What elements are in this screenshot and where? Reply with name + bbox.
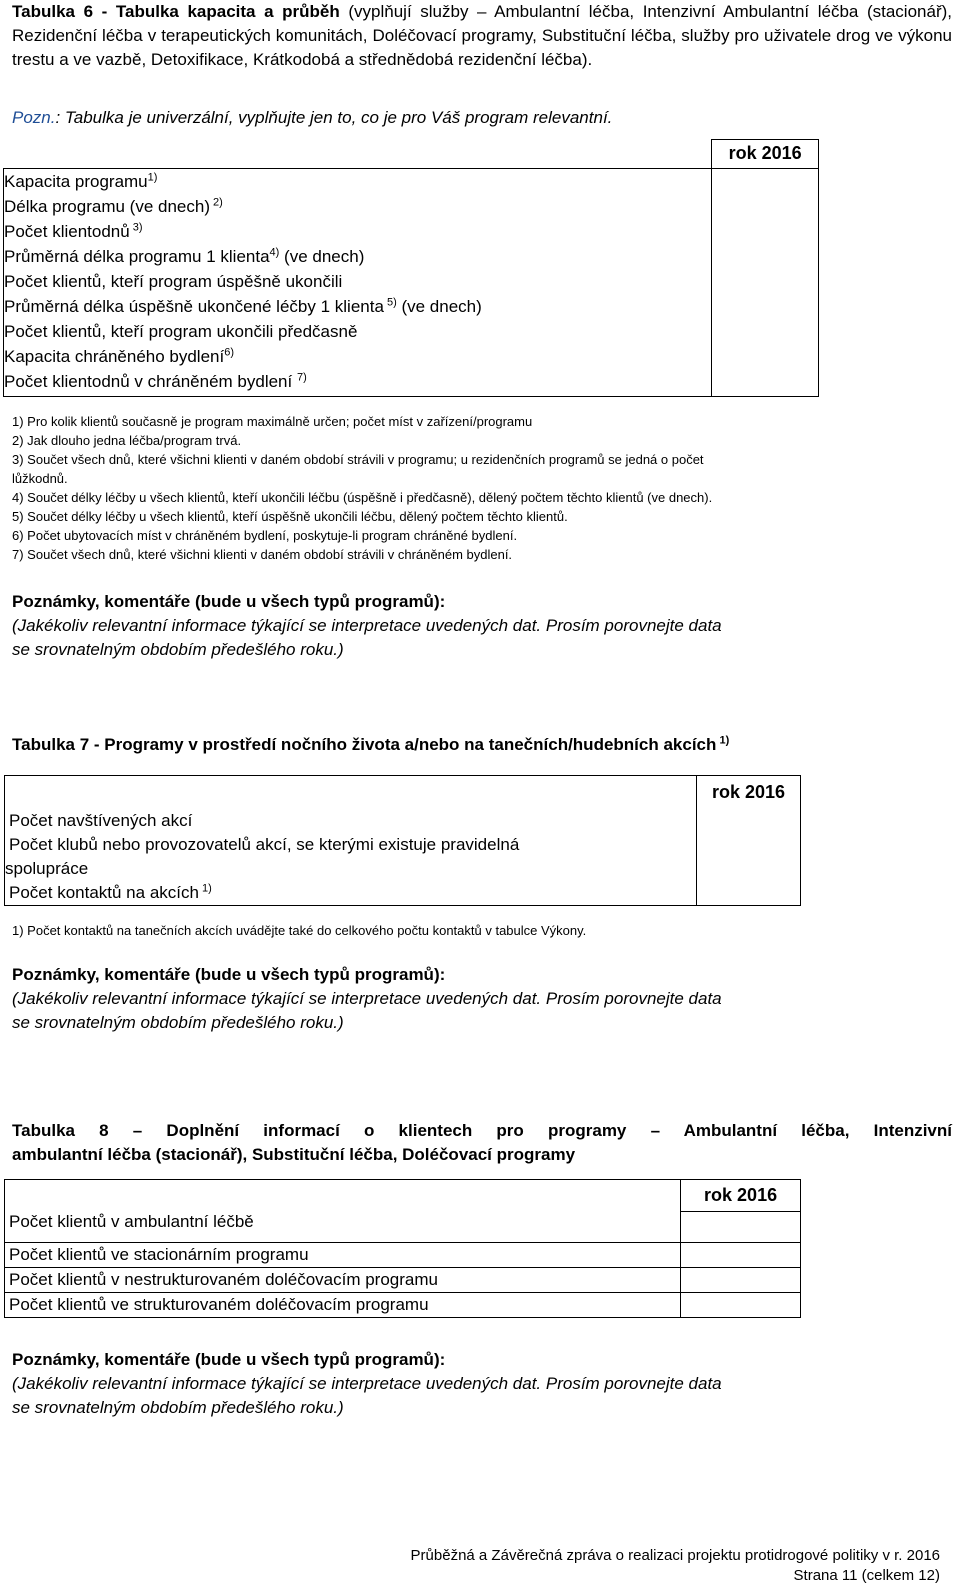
remarks-title: Poznámky, komentáře (bude u všech typů programů): bbox=[12, 965, 446, 984]
table6-title: Tabulka 6 - Tabulka kapacita a průběh bbox=[12, 2, 340, 21]
footer-page-number: Strana 11 (celkem 12) bbox=[793, 1567, 940, 1584]
table7-row-clubs: Počet klubů nebo provozovatelů akcí, se kterými existuje pravidelná bbox=[9, 834, 520, 854]
table8-row-stationary-cell bbox=[5, 1243, 681, 1268]
table7-header: rok 2016 bbox=[697, 776, 801, 809]
table8-value-2[interactable] bbox=[681, 1243, 801, 1268]
intro-text: (vyplňují služby – Ambulantní léčba, Intenzivní Ambulantní léčba (stacionář), Rezidenční léčba v terapeutických komunitách, Doléčovací programy, Substituční léčba, služby pro uživatele drog ve výkonu trestu a ve vazbě, Detoxifikace, Krátkodobá a střednědobá rezidenční léčba). bbox=[12, 2, 952, 69]
remarks-title: Poznámky, komentáře (bude u všech typů programů): bbox=[12, 1350, 446, 1369]
table6-header: rok 2016 bbox=[712, 140, 819, 169]
table8-value-3[interactable] bbox=[681, 1268, 801, 1293]
table6-labels bbox=[4, 169, 712, 397]
remarks-line2: se srovnatelným obdobím předešlého roku.) bbox=[12, 1398, 344, 1417]
table6 bbox=[3, 139, 819, 397]
table8-row-structured-cell bbox=[5, 1293, 681, 1318]
remarks-title: Poznámky, komentáře (bude u všech typů programů): bbox=[12, 592, 446, 611]
footnote-3-cont: lůžkodnů. bbox=[12, 471, 68, 486]
table6-row-completed: Počet klientů, kteří program úspěšně ukončili bbox=[4, 272, 343, 291]
table6-row-housing-capacity: Kapacita chráněného bydlení$^{6)}$ bbox=[4, 346, 235, 366]
remarks-line2: se srovnatelným obdobím předešlého roku.) bbox=[12, 640, 344, 659]
remarks-line1: (Jakékoliv relevantní informace týkající se interpretace uvedených dat. Prosím porovnejte data bbox=[12, 1374, 722, 1393]
table6-row-client-days: Počet klientodnů $^{3)}$ bbox=[4, 221, 143, 241]
intro-paragraph bbox=[12, 0, 952, 72]
table6-row-avg-length: Průměrná délka programu 1 klienta$^{4)}$ (ve dnech) bbox=[4, 246, 365, 266]
footnote-5: 5) Součet délky léčby u všech klientů, kteří úspěšně ukončili léčbu, dělený počtem těchto klientů. bbox=[12, 509, 568, 524]
table7-value-cell[interactable] bbox=[697, 809, 801, 906]
table8-value-4[interactable] bbox=[681, 1293, 801, 1318]
note-text: : Tabulka je univerzální, vyplňujte jen to, co je pro Váš program relevantní. bbox=[55, 108, 613, 127]
table8-title-line1: Tabulka 8 – Doplnění informací o klientech pro programy – Ambulantní léčba, Intenzivní bbox=[12, 1121, 952, 1140]
remarks-line1: (Jakékoliv relevantní informace týkající se interpretace uvedených dat. Prosím porovnejte data bbox=[12, 616, 722, 635]
table6-row-avg-completed: Průměrná délka úspěšně ukončené léčby 1 klienta $^{5)}$ (ve dnech) bbox=[4, 296, 482, 316]
footnote-3: 3) Součet všech dnů, které všichni klienti v daném období strávili v programu; u rezidenčních programů se jedná o počet bbox=[12, 452, 704, 467]
page-footer bbox=[411, 1546, 940, 1586]
table7 bbox=[4, 775, 801, 906]
remarks-block-3 bbox=[12, 1348, 722, 1420]
table6-value-cell[interactable] bbox=[712, 169, 819, 397]
table6-footnotes bbox=[12, 412, 712, 564]
table8-row-stationary: Počet klientů ve stacionárním programu bbox=[9, 1245, 309, 1264]
footnote-4: 4) Součet délky léčby u všech klientů, kteří ukončili léčbu (úspěšně i předčasně), dělený počtem těchto klientů (ve dnech). bbox=[12, 490, 713, 505]
table8-row-ambulant-cell bbox=[5, 1180, 681, 1243]
remarks-line1: (Jakékoliv relevantní informace týkající se interpretace uvedených dat. Prosím porovnejte data bbox=[12, 989, 722, 1008]
table8-row-unstructured-cell bbox=[5, 1268, 681, 1293]
table6-row-capacity: Kapacita programu$^{1)}$ bbox=[4, 171, 158, 191]
table6-row-housing-days: Počet klientodnů v chráněném bydlení $^{7)}$ bbox=[4, 371, 307, 391]
table6-row-early: Počet klientů, kteří program ukončili předčasně bbox=[4, 322, 358, 341]
table8-header: rok 2016 bbox=[704, 1185, 778, 1205]
remarks-block-2 bbox=[12, 963, 722, 1035]
note-prefix: Pozn. bbox=[12, 108, 56, 127]
table8 bbox=[4, 1179, 801, 1318]
remarks-line2: se srovnatelným obdobím předešlého roku.) bbox=[12, 1013, 344, 1032]
table7-labels bbox=[5, 809, 697, 906]
table7-row-events: Počet navštívených akcí bbox=[9, 810, 193, 830]
table8-row-structured: Počet klientů ve strukturovaném doléčovacím programu bbox=[9, 1295, 429, 1314]
note bbox=[12, 106, 612, 130]
footnote-7: 7) Součet všech dnů, které všichni klienti v daném období strávili v chráněném bydlení. bbox=[12, 547, 513, 562]
footnote-1: 1) Pro kolik klientů současně je program maximálně určen; počet míst v zařízení/programu bbox=[12, 414, 533, 429]
table8-title-line2: ambulantní léčba (stacionář), Substituční léčba, Doléčovací programy bbox=[12, 1145, 576, 1164]
table7-title: Tabulka 7 - Programy v prostředí nočního života a/nebo na tanečních/hudebních akcích $^{1)}$ bbox=[12, 734, 730, 754]
remarks-block-1 bbox=[12, 590, 722, 662]
table8-row-unstructured: Počet klientů v nestrukturovaném doléčovacím programu bbox=[9, 1270, 438, 1289]
table8-row-ambulant: Počet klientů v ambulantní léčbě bbox=[9, 1212, 254, 1231]
table8-title bbox=[12, 1119, 952, 1167]
table7-empty-header bbox=[5, 776, 697, 809]
table6-empty-header bbox=[4, 140, 712, 169]
table7-row-contacts: Počet kontaktů na akcích $^{1)}$ bbox=[9, 881, 212, 902]
footer-report-title: Průběžná a Závěrečná zpráva o realizaci projektu protidrogové politiky v r. 2016 bbox=[410, 1547, 940, 1564]
table8-header-cell bbox=[681, 1180, 801, 1243]
table7-footnote: 1) Počet kontaktů na tanečních akcích uvádějte také do celkového počtu kontaktů v tabulce Výkony. bbox=[12, 923, 587, 938]
table6-row-length: Délka programu (ve dnech) $^{2)}$ bbox=[4, 196, 223, 216]
table7-row-clubs-cont: spolupráce bbox=[5, 858, 89, 878]
footnote-2: 2) Jak dlouho jedna léčba/program trvá. bbox=[12, 433, 242, 448]
footnote-6: 6) Počet ubytovacích míst v chráněném bydlení, poskytuje-li program chráněné bydlení. bbox=[12, 528, 518, 543]
